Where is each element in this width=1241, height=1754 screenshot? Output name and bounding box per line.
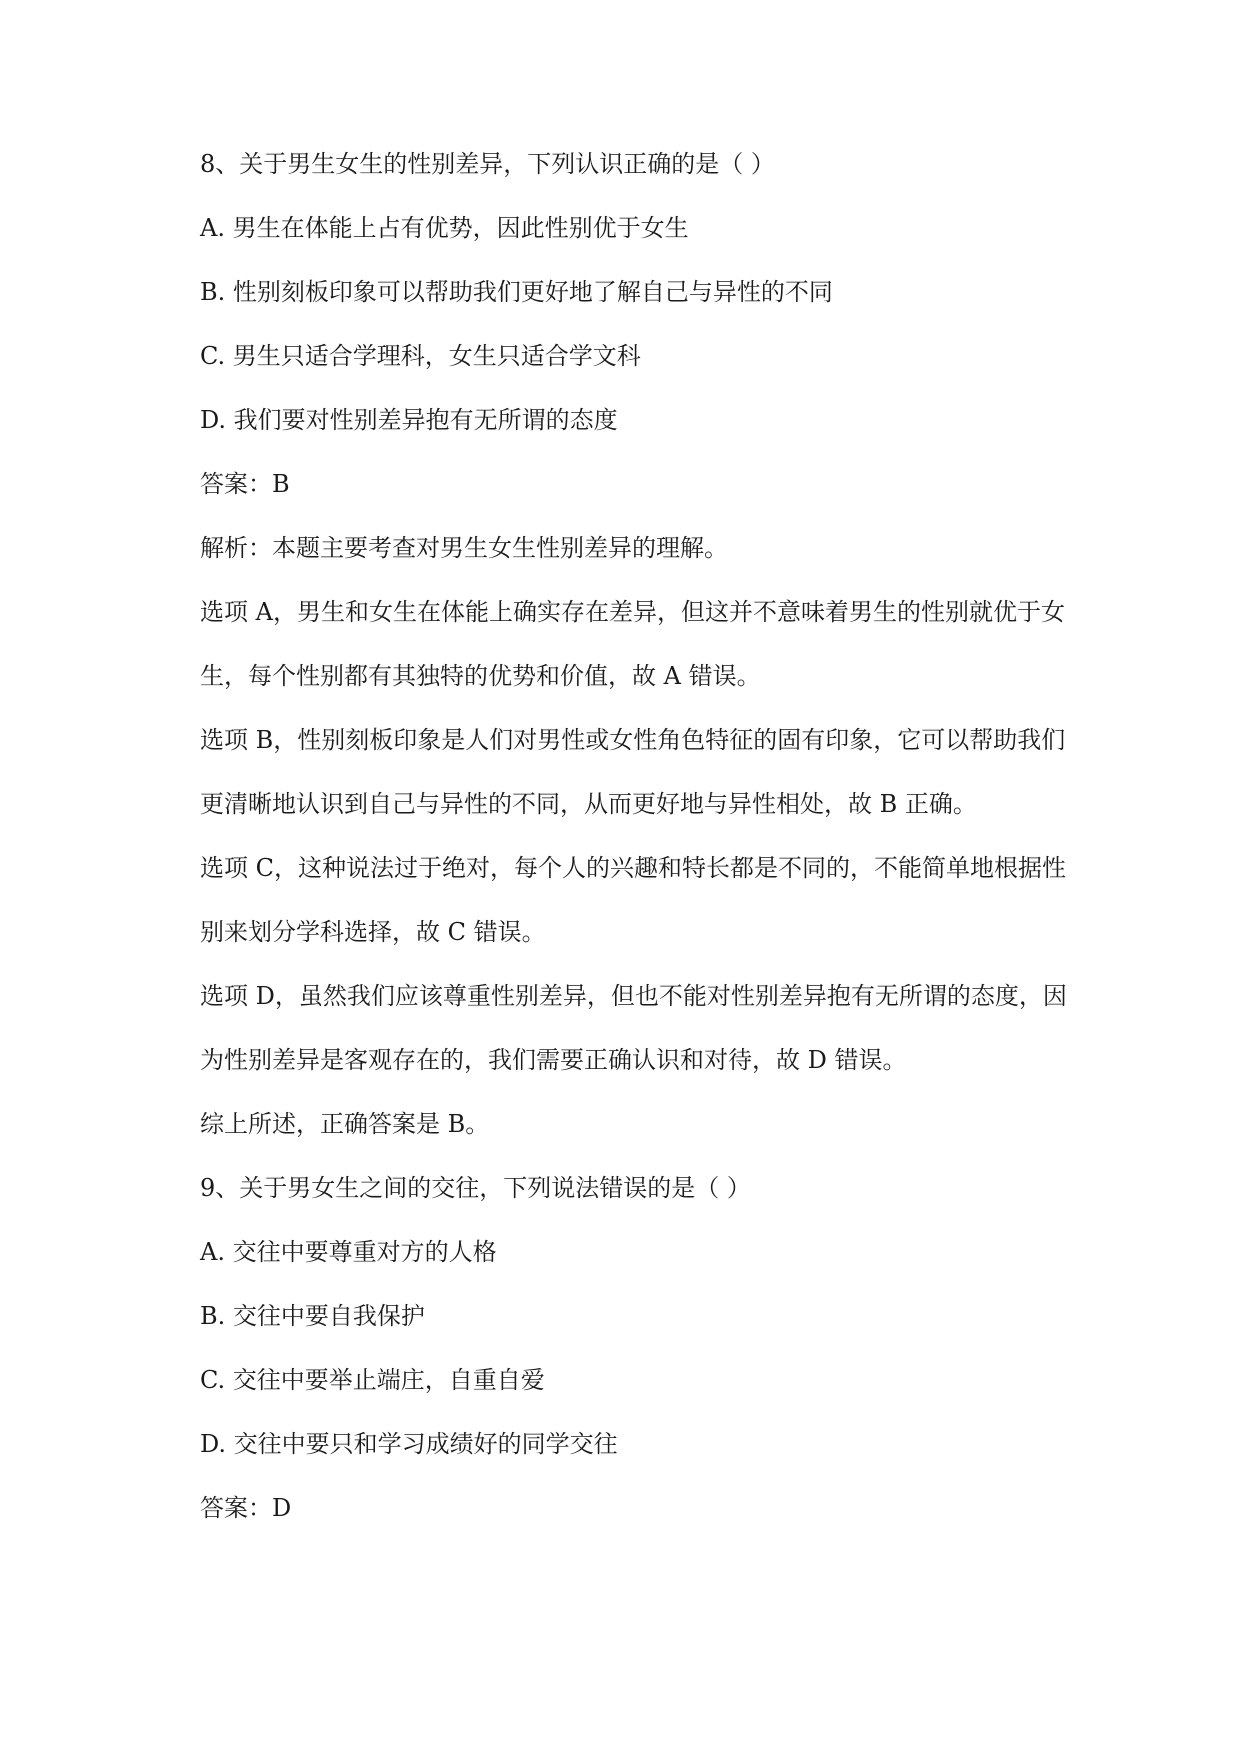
question-8-analysis-d-line1: 选项 D，虽然我们应该尊重性别差异，但也不能对性别差异抱有无所谓的态度，因 [200, 982, 1067, 1010]
question-9-option-a: A. 交往中要尊重对方的人格 [200, 1238, 497, 1266]
question-8-analysis-b-line2: 更清晰地认识到自己与异性的不同，从而更好地与异性相处，故 B 正确。 [200, 790, 977, 818]
question-9-answer: 答案：D [200, 1494, 292, 1522]
question-8-option-d: D. 我们要对性别差异抱有无所谓的态度 [200, 406, 618, 434]
question-9-option-d: D. 交往中要只和学习成绩好的同学交往 [200, 1430, 618, 1458]
question-8-answer: 答案：B [200, 470, 290, 498]
question-9-option-c: C. 交往中要举止端庄，自重自爱 [200, 1366, 545, 1394]
question-8-option-a: A. 男生在体能上占有优势，因此性别优于女生 [200, 214, 689, 242]
question-8-analysis-a-line2: 生，每个性别都有其独特的优势和价值，故 A 错误。 [200, 662, 761, 690]
question-9: 9、关于男女生之间的交往，下列说法错误的是（ ） [200, 1174, 751, 1202]
question-8: 8、关于男生女生的性别差异，下列认识正确的是（ ） [200, 150, 775, 178]
question-8-summary: 综上所述，正确答案是 B。 [200, 1110, 490, 1138]
question-8-analysis-d-line2: 为性别差异是客观存在的，我们需要正确认识和对待，故 D 错误。 [200, 1046, 907, 1074]
question-8-analysis-a-line1: 选项 A，男生和女生在体能上确实存在差异，但这并不意味着男生的性别就优于女 [200, 598, 1065, 626]
question-8-analysis-c-line2: 别来划分学科选择，故 C 错误。 [200, 918, 546, 946]
question-8-option-b: B. 性别刻板印象可以帮助我们更好地了解自己与异性的不同 [200, 278, 833, 306]
question-8-analysis-c-line1: 选项 C，这种说法过于绝对，每个人的兴趣和特长都是不同的，不能简单地根据性 [200, 854, 1066, 882]
question-8-analysis-b-line1: 选项 B，性别刻板印象是人们对男性或女性角色特征的固有印象，它可以帮助我们 [200, 726, 1066, 754]
question-8-option-c: C. 男生只适合学理科，女生只适合学文科 [200, 342, 641, 370]
question-8-analysis-intro: 解析：本题主要考查对男生女生性别差异的理解。 [200, 534, 728, 562]
question-9-option-b: B. 交往中要自我保护 [200, 1302, 425, 1330]
